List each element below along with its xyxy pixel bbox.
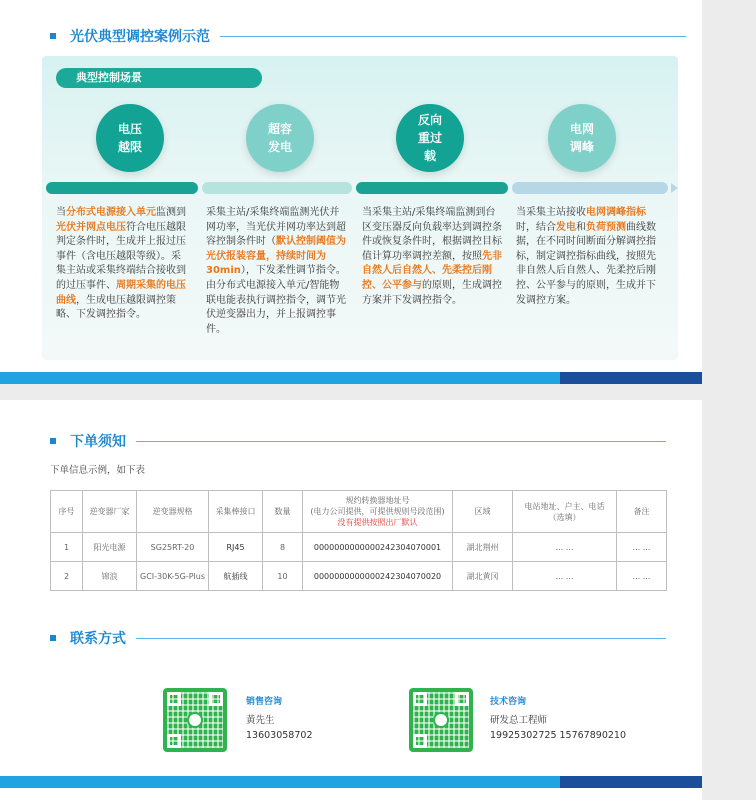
section-title: 下单须知 [70,434,126,450]
table-cell: GCI-30K-5G-Plus [137,562,209,591]
desc-text: 的原则，生成调控方案并下发调控指令。 [362,279,502,306]
desc-highlight: 分布式电源接入单元 [66,207,156,218]
section-bullet-icon [50,438,56,444]
contact-name-sales: 黄先生 [246,715,275,726]
table-cell: 湖北荆州 [453,533,513,562]
desc-text: 监测到 [156,207,186,218]
desc-text: 当 [56,207,66,218]
scene-circle-voltage: 电压 越限 [96,104,164,172]
table-row [51,533,667,562]
desc-highlight: 光伏并网点电压 [56,221,126,233]
timeline-segment [356,182,508,194]
section-title: 光伏典型调控案例示范 [70,29,210,45]
section-bullet-icon [50,635,56,641]
section-divider [136,441,666,442]
order-table [50,490,667,591]
header-cell: 序号 [51,491,83,533]
table-cell: 0000000000000242304070001 [303,533,453,562]
footer-bar [0,776,702,788]
timeline [46,182,676,194]
order-intro: 下单信息示例，如下表 [50,465,146,476]
desc-text: 和 [576,221,586,233]
desc-text: 采集主站/采集终端监测光伏并网功率，当光伏并网功率达到超容控制条件时（ [206,207,346,248]
header-address-note: 没有提供按照出厂默认 [337,518,418,527]
table-cell: 锦浪 [83,562,137,591]
table-cell: 8 [263,533,303,562]
desc-highlight: 发电 [556,221,576,233]
desc-highlight: 默认控制阈值为光伏报装容量，持续时间为30min [206,236,346,277]
table-cell: SG25RT-20 [137,533,209,562]
wechat-logo-icon [187,712,203,728]
desc-highlight: 电网调峰指标 [586,207,646,218]
section-header-order [50,431,666,451]
wechat-logo-icon [433,712,449,728]
footer-bar [0,372,702,384]
header-cell-address [303,491,453,533]
section-divider [220,36,686,37]
scene-desc [362,206,504,308]
header-cell: 区域 [453,491,513,533]
table-header-row [51,491,667,533]
table-cell: ... ... [513,533,617,562]
timeline-segment [202,182,352,194]
contact-label-tech: 技术咨询 [490,697,527,707]
scene-card [42,56,678,360]
scene-desc [56,206,186,323]
desc-text: 当采集主站/采集终端监测到台区变压器反向负载率达到调控条件或恢复条件时，根据调控目标值计算功率调控差额，按照 [362,207,502,262]
desc-text: ），下发柔性调节指令。由分布式电源接入单元/智能物联电能表执行调控指令，调节光伏逆变器出力，并上报调控事件。 [206,265,346,335]
table-cell: 2 [51,562,83,591]
scene-circle-reverse-overload: 反向 重过 载 [396,104,464,172]
section-divider [136,638,666,639]
table-cell: 0000000000000242304070020 [303,562,453,591]
table-row [51,562,667,591]
table-cell: 湖北黄冈 [453,562,513,591]
section-header-contact [50,628,666,648]
desc-highlight: 负荷预测 [586,221,626,233]
desc-text: 符合电压越限判定条件时，生成并上报过压事件（含电压越限等级）。采集主站或采集终端结合接收到的过压事件、 [56,221,186,291]
header-cell: 备注 [617,491,667,533]
scene-circle-peak-shaving: 电网 调峰 [548,104,616,172]
section-header-cases [50,26,686,46]
desc-text: 时，结合 [516,221,556,233]
timeline-segment [46,182,198,194]
wechat-qr-icon [163,688,227,752]
contact-name-tech: 研发总工程师 [490,715,548,726]
header-cell: 数量 [263,491,303,533]
section-title: 联系方式 [70,631,126,647]
table-cell: ... ... [617,562,667,591]
header-cell: 逆变器规格 [137,491,209,533]
order-contact-panel [0,400,702,800]
table-cell: ... ... [513,562,617,591]
header-cell: 电站地址、户主、电话 （选填） [513,491,617,533]
table-cell: 阳光电源 [83,533,137,562]
case-panel [0,0,702,384]
scene-desc [206,206,348,337]
table-cell: 航插线 [209,562,263,591]
scene-desc [516,206,664,308]
desc-highlight: 先非自然人后自然人、先柔控后刚控、公平参与 [362,250,502,291]
desc-text: 曲线数据，在不同时间断面分解调控指标，制定调控指标曲线，按照先非自然人后自然人、先柔控后刚控、公平参与的原则，生成并下发调控方案。 [516,221,656,306]
table-cell: ... ... [617,533,667,562]
scene-tab: 典型控制场景 [56,68,262,88]
section-bullet-icon [50,33,56,39]
table-cell: 1 [51,533,83,562]
contact-phone-sales[interactable]: 13603058702 [246,730,313,741]
table-cell: RJ45 [209,533,263,562]
timeline-arrow-icon [671,183,678,193]
scene-circle-overcapacity: 超容 发电 [246,104,314,172]
desc-highlight: 周期采集的电压曲线 [56,279,186,306]
timeline-segment [512,182,668,194]
header-cell: 逆变器厂家 [83,491,137,533]
contact-label-sales: 销售咨询 [246,697,283,707]
header-address-label: 规约转换器地址号 (电力公司提供，可提供规则号段范围) [310,496,445,516]
desc-text: ，生成电压越限调控策略、下发调控指令。 [56,294,176,321]
header-cell: 采集棒接口 [209,491,263,533]
table-cell: 10 [263,562,303,591]
desc-text: 当采集主站接收 [516,207,586,218]
wechat-qr-icon [409,688,473,752]
contact-phone-tech[interactable]: 19925302725 15767890210 [490,730,626,741]
